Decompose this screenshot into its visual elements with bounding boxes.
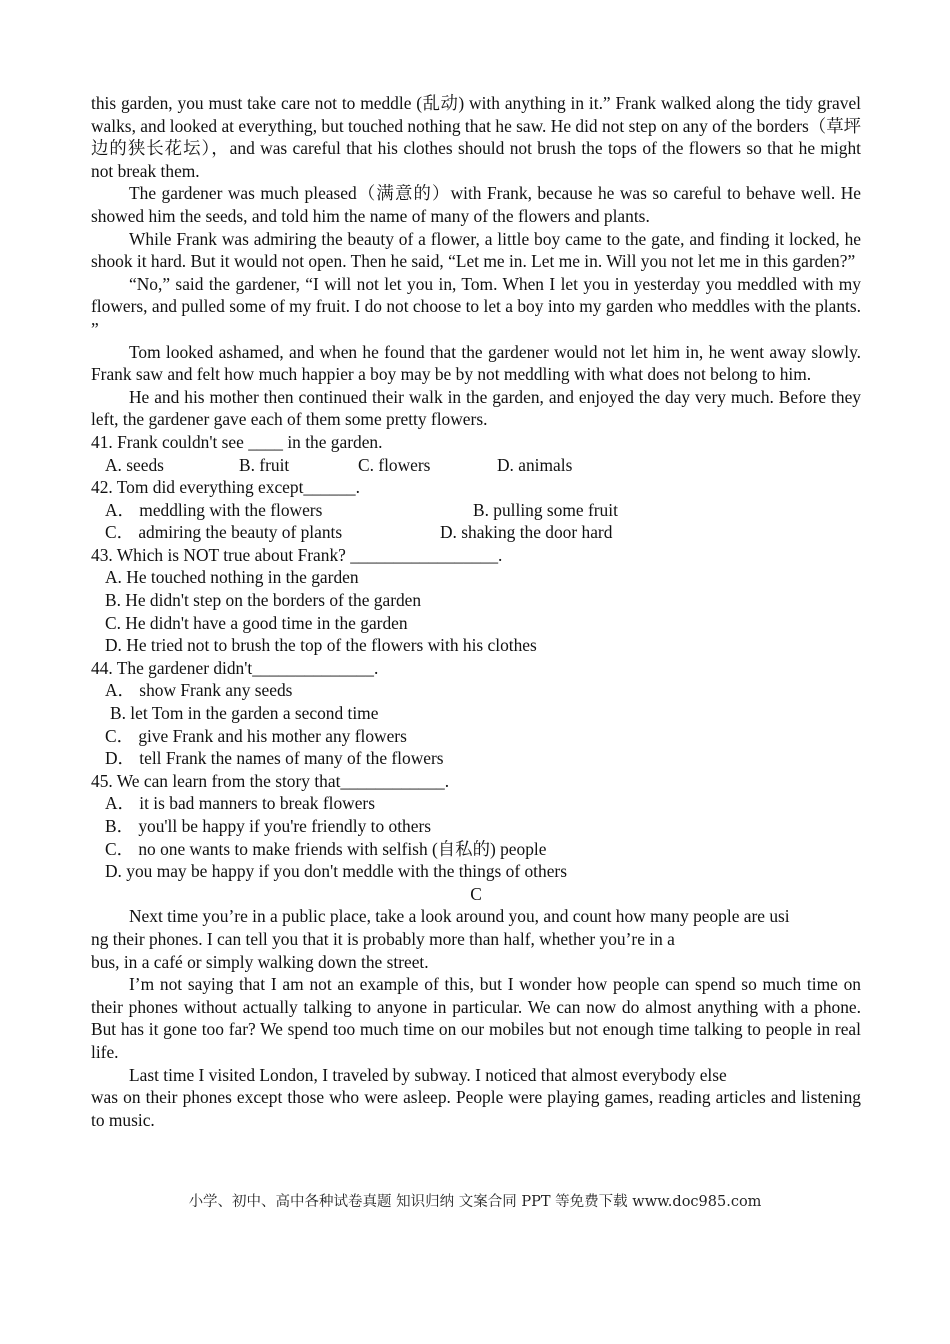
section-c-paragraph-1-line-2: ng their phones. I can tell you that it is probably more than half, whether you’re in a [91, 928, 675, 949]
question-43-option-d: D. He tried not to brush the top of the flowers with his clothes [105, 635, 537, 656]
page-footer: 小学、初中、高中各种试卷真题 知识归纳 文案合同 PPT 等免费下载 www.doc985.com [188, 1194, 762, 1210]
question-44-option-d: D． tell Frank the names of many of the flowers [105, 748, 444, 769]
question-43-option-c: C. He didn't have a good time in the garden [105, 612, 408, 633]
question-42-option-a: A． meddling with the flowers [105, 499, 323, 520]
question-41-option-d: D. animals [497, 454, 573, 475]
section-c-paragraph-3-line-1: Last time I visited London, I traveled by subway. I noticed that almost everybody else [129, 1064, 727, 1085]
question-42-option-b: B. pulling some fruit [473, 499, 618, 520]
section-c-paragraph-3-rest: was on their phones except those who were asleep. People were playing games, reading articles and listening to music. [91, 1087, 861, 1130]
question-42-option-c: C． admiring the beauty of plants [105, 522, 343, 543]
question-45-option-c: C． no one wants to make friends with selfish (自私的) people [105, 838, 547, 859]
passage-b-paragraph-1: this garden, you must take care not to meddle (乱动) with anything in it.” Frank walked along the tidy gravel walks, and looked at everything, but touched nothing that he saw. He did not step on any of the borders（草坪边的狭长花坛），and was careful that his clothes should not brush the tops of the flowers so that he might not break them. [91, 93, 861, 181]
section-c-paragraph-2: I’m not saying that I am not an example of this, but I wonder how people can spend so much time on their phones without actually talking to anyone in particular. We can now do almost anything with a phone. But has it gone too far? We spend too much time on our mobiles but not enough time talking to people in real life. [91, 974, 861, 1062]
document-page [91, 92, 861, 1131]
question-45-option-b: B． you'll be happy if you're friendly to others [105, 816, 431, 836]
question-41-stem: 41. Frank couldn't see ____ in the garden. [91, 431, 383, 452]
question-43-option-b: B. He didn't step on the borders of the garden [105, 590, 422, 611]
question-42-options-row-2 [91, 521, 861, 544]
section-c-heading: C [470, 883, 482, 904]
question-41-option-c: C. flowers [358, 454, 431, 475]
question-43-option-a: A. He touched nothing in the garden [105, 567, 359, 588]
question-44-stem: 44. The gardener didn't______________. [91, 657, 379, 678]
question-45-stem: 45. We can learn from the story that____________. [91, 770, 450, 791]
question-45-option-a: A． it is bad manners to break flowers [105, 793, 375, 814]
passage-b-paragraph-4: “No,” said the gardener, “I will not let you in, Tom. When I let you in yesterday you meddled with my flowers, and pulled some of my fruit. I do not choose to let a boy into my garden who meddles with the plants. ” [91, 273, 861, 339]
section-c-paragraph-1-line-1: Next time you’re in a public place, take a look around you, and count how many people are usi [129, 906, 790, 927]
question-41-option-a: A. seeds [105, 454, 164, 475]
question-42-options-row-1 [91, 499, 861, 522]
question-44-option-c: C． give Frank and his mother any flowers [105, 725, 407, 746]
question-44-option-a: A． show Frank any seeds [105, 680, 293, 701]
question-42-stem: 42. Tom did everything except______. [91, 477, 360, 498]
question-42-option-d: D. shaking the door hard [440, 522, 613, 543]
passage-b-paragraph-3: While Frank was admiring the beauty of a flower, a little boy came to the gate, and finding it locked, he shook it hard. But it would not open. Then he said, “Let me in. Let me in. Will you not let me in this garden?” [91, 228, 861, 272]
question-43-stem: 43. Which is NOT true about Frank? _________________. [91, 544, 503, 565]
passage-b-paragraph-2: The gardener was much pleased（满意的）with Frank, because he was so careful to behave well. He showed him the seeds, and told him the name of many of the flowers and plants. [91, 183, 861, 226]
question-44-option-b: B. let Tom in the garden a second time [110, 703, 379, 724]
question-45-option-d: D. you may be happy if you don't meddle with the things of others [105, 861, 567, 882]
question-41-options [91, 454, 861, 477]
section-c-paragraph-1-line-3: bus, in a café or simply walking down the street. [91, 951, 429, 972]
passage-b-paragraph-5: Tom looked ashamed, and when he found that the gardener would not let him in, he went away slowly. Frank saw and felt how much happier a boy may be by not meddling with what does not belong to him. [91, 341, 861, 385]
question-41-option-b: B. fruit [239, 454, 290, 475]
passage-b-paragraph-6: He and his mother then continued their walk in the garden, and enjoyed the day very much. Before they left, the gardener gave each of them some pretty flowers. [91, 386, 861, 430]
